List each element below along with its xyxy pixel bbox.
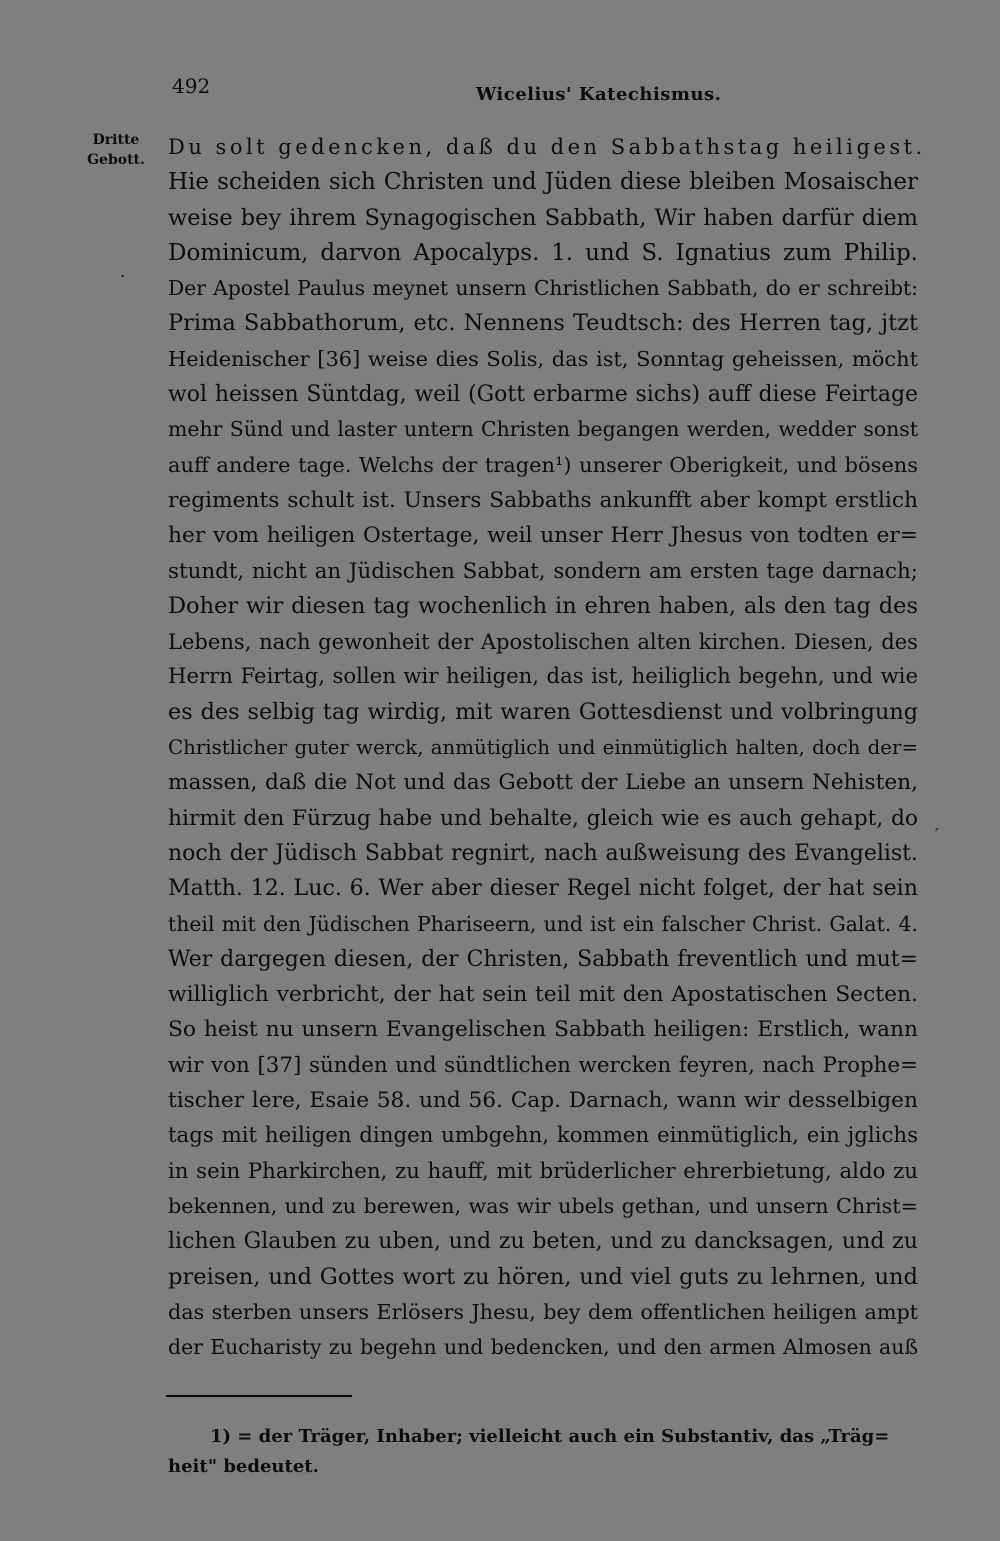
text-line: Herrn Feirtag, sollen wir heiligen, das ist, heiliglich begehn, und wie (168, 664, 918, 690)
text-line: das sterben unsers Erlösers Jhesu, bey dem offentlichen heiligen ampt (168, 1299, 918, 1324)
text-line: stundt, nicht an Jüdischen Sabbat, sondern am ersten tage darnach; (168, 558, 918, 584)
text-line: tags mit heiligen dingen umbgehn, kommen einmütiglich, ein jglichs (168, 1123, 918, 1149)
text-line: Heidenischer [36] weise dies Solis, das ist, Sonntag geheissen, möcht (168, 346, 918, 371)
text-line: weise bey ihrem Synagogischen Sabbath, Wir haben darfür diem (168, 204, 918, 231)
text-line: Prima Sabbathorum, etc. Nennens Teudtsch: des Herren tag, jtzt (168, 310, 918, 337)
text-line: massen, daß die Not und das Gebott der Liebe an unsern Nehisten, (168, 770, 918, 796)
text-line: her vom heiligen Ostertage, weil unser Herr Jhesus von todten er= (168, 523, 918, 549)
text-line: regiments schult ist. Unsers Sabbaths ankunfft aber kompt erstlich (168, 487, 918, 513)
text-line: Doher wir diesen tag wochenlich in ehren haben, als den tag des (168, 592, 918, 619)
text-line: bekennen, und zu berewen, was wir ubels gethan, und unsern Christ= (168, 1193, 918, 1218)
text-line: Wer dargegen diesen, der Christen, Sabbath freventlich und mut= (168, 946, 918, 972)
text-line: preisen, und Gottes wort zu hören, und viel guts zu lehrnen, und (168, 1263, 918, 1290)
text-line: wir von [37] sünden und sündtlichen wercken feyren, nach Prophe= (168, 1052, 918, 1078)
text-line: wol heissen Süntdag, weil (Gott erbarme sichs) auff diese Feirtage (168, 382, 918, 408)
text-line: Lebens, nach gewonheit der Apostolischen alten kirchen. Diesen, des (168, 629, 918, 655)
footnote-line: heit" bedeutet. (168, 1456, 319, 1477)
text-line: theil mit den Jüdischen Phariseern, und ist ein falscher Christ. Galat. 4. (168, 911, 918, 936)
margin-note (80, 130, 152, 170)
margin-note-line: Dritte (92, 132, 140, 148)
running-head: Wicelius' Katechismus. (476, 84, 722, 105)
text-line: der Eucharisty zu begehn und bedencken, und den armen Almosen auß (168, 1335, 918, 1360)
footnote (168, 1422, 910, 1482)
footnote-divider (166, 1395, 352, 1397)
text-line: in sein Pharkirchen, zu hauff, mit brüderlicher ehrerbietung, aldo zu (168, 1158, 918, 1184)
text-line: auff andere tage. Welchs der tragen¹) unserer Oberigkeit, und bösens (168, 452, 918, 477)
text-line: Matth. 12. Luc. 6. Wer aber dieser Regel nicht folget, der hat sein (168, 875, 918, 902)
text-line: noch der Jüdisch Sabbat regnirt, nach außweisung des Evangelist. (168, 840, 918, 866)
commandment-heading: Du solt gedencken, daß du den Sabbathstag heiligest. (168, 135, 926, 159)
footnote-line: 1) = der Träger, Inhaber; vielleicht auch ein Substantiv, das „Träg= (210, 1426, 890, 1447)
page-number: 492 (172, 74, 211, 98)
text-line: Hie scheiden sich Christen und Jüden diese bleiben Mosaischer (168, 169, 918, 196)
margin-note-line: Gebott. (87, 152, 145, 168)
text-line: hirmit den Fürzug habe und behalte, gleich wie es auch gehapt, do (168, 805, 918, 831)
stray-mark: . (120, 262, 126, 281)
stray-mark: ´ (932, 826, 940, 845)
text-line: Dominicum, darvon Apocalyps. 1. und S. Ignatius zum Philip. (168, 239, 918, 266)
text-line: So heist nu unsern Evangelischen Sabbath heiligen: Erstlich, wann (168, 1017, 918, 1043)
text-line: williglich verbricht, der hat sein teil mit den Apostatischen Secten. (168, 982, 918, 1008)
main-text (168, 130, 926, 1365)
text-line: Christlicher guter werck, anmütiglich und einmütiglich halten, doch der= (168, 736, 918, 760)
text-line: Der Apostel Paulus meynet unsern Christlichen Sabbath, do er schreibt: (168, 276, 918, 301)
text-line: tischer lere, Esaie 58. und 56. Cap. Darnach, wann wir desselbigen (168, 1088, 918, 1114)
text-line: es des selbig tag wirdig, mit waren Gottesdienst und volbringung (168, 698, 918, 725)
text-line: lichen Glauben zu uben, und zu beten, und zu dancksagen, und zu (168, 1229, 918, 1255)
text-line: mehr Sünd und laster untern Christen begangen werden, wedder sonst (168, 417, 918, 442)
